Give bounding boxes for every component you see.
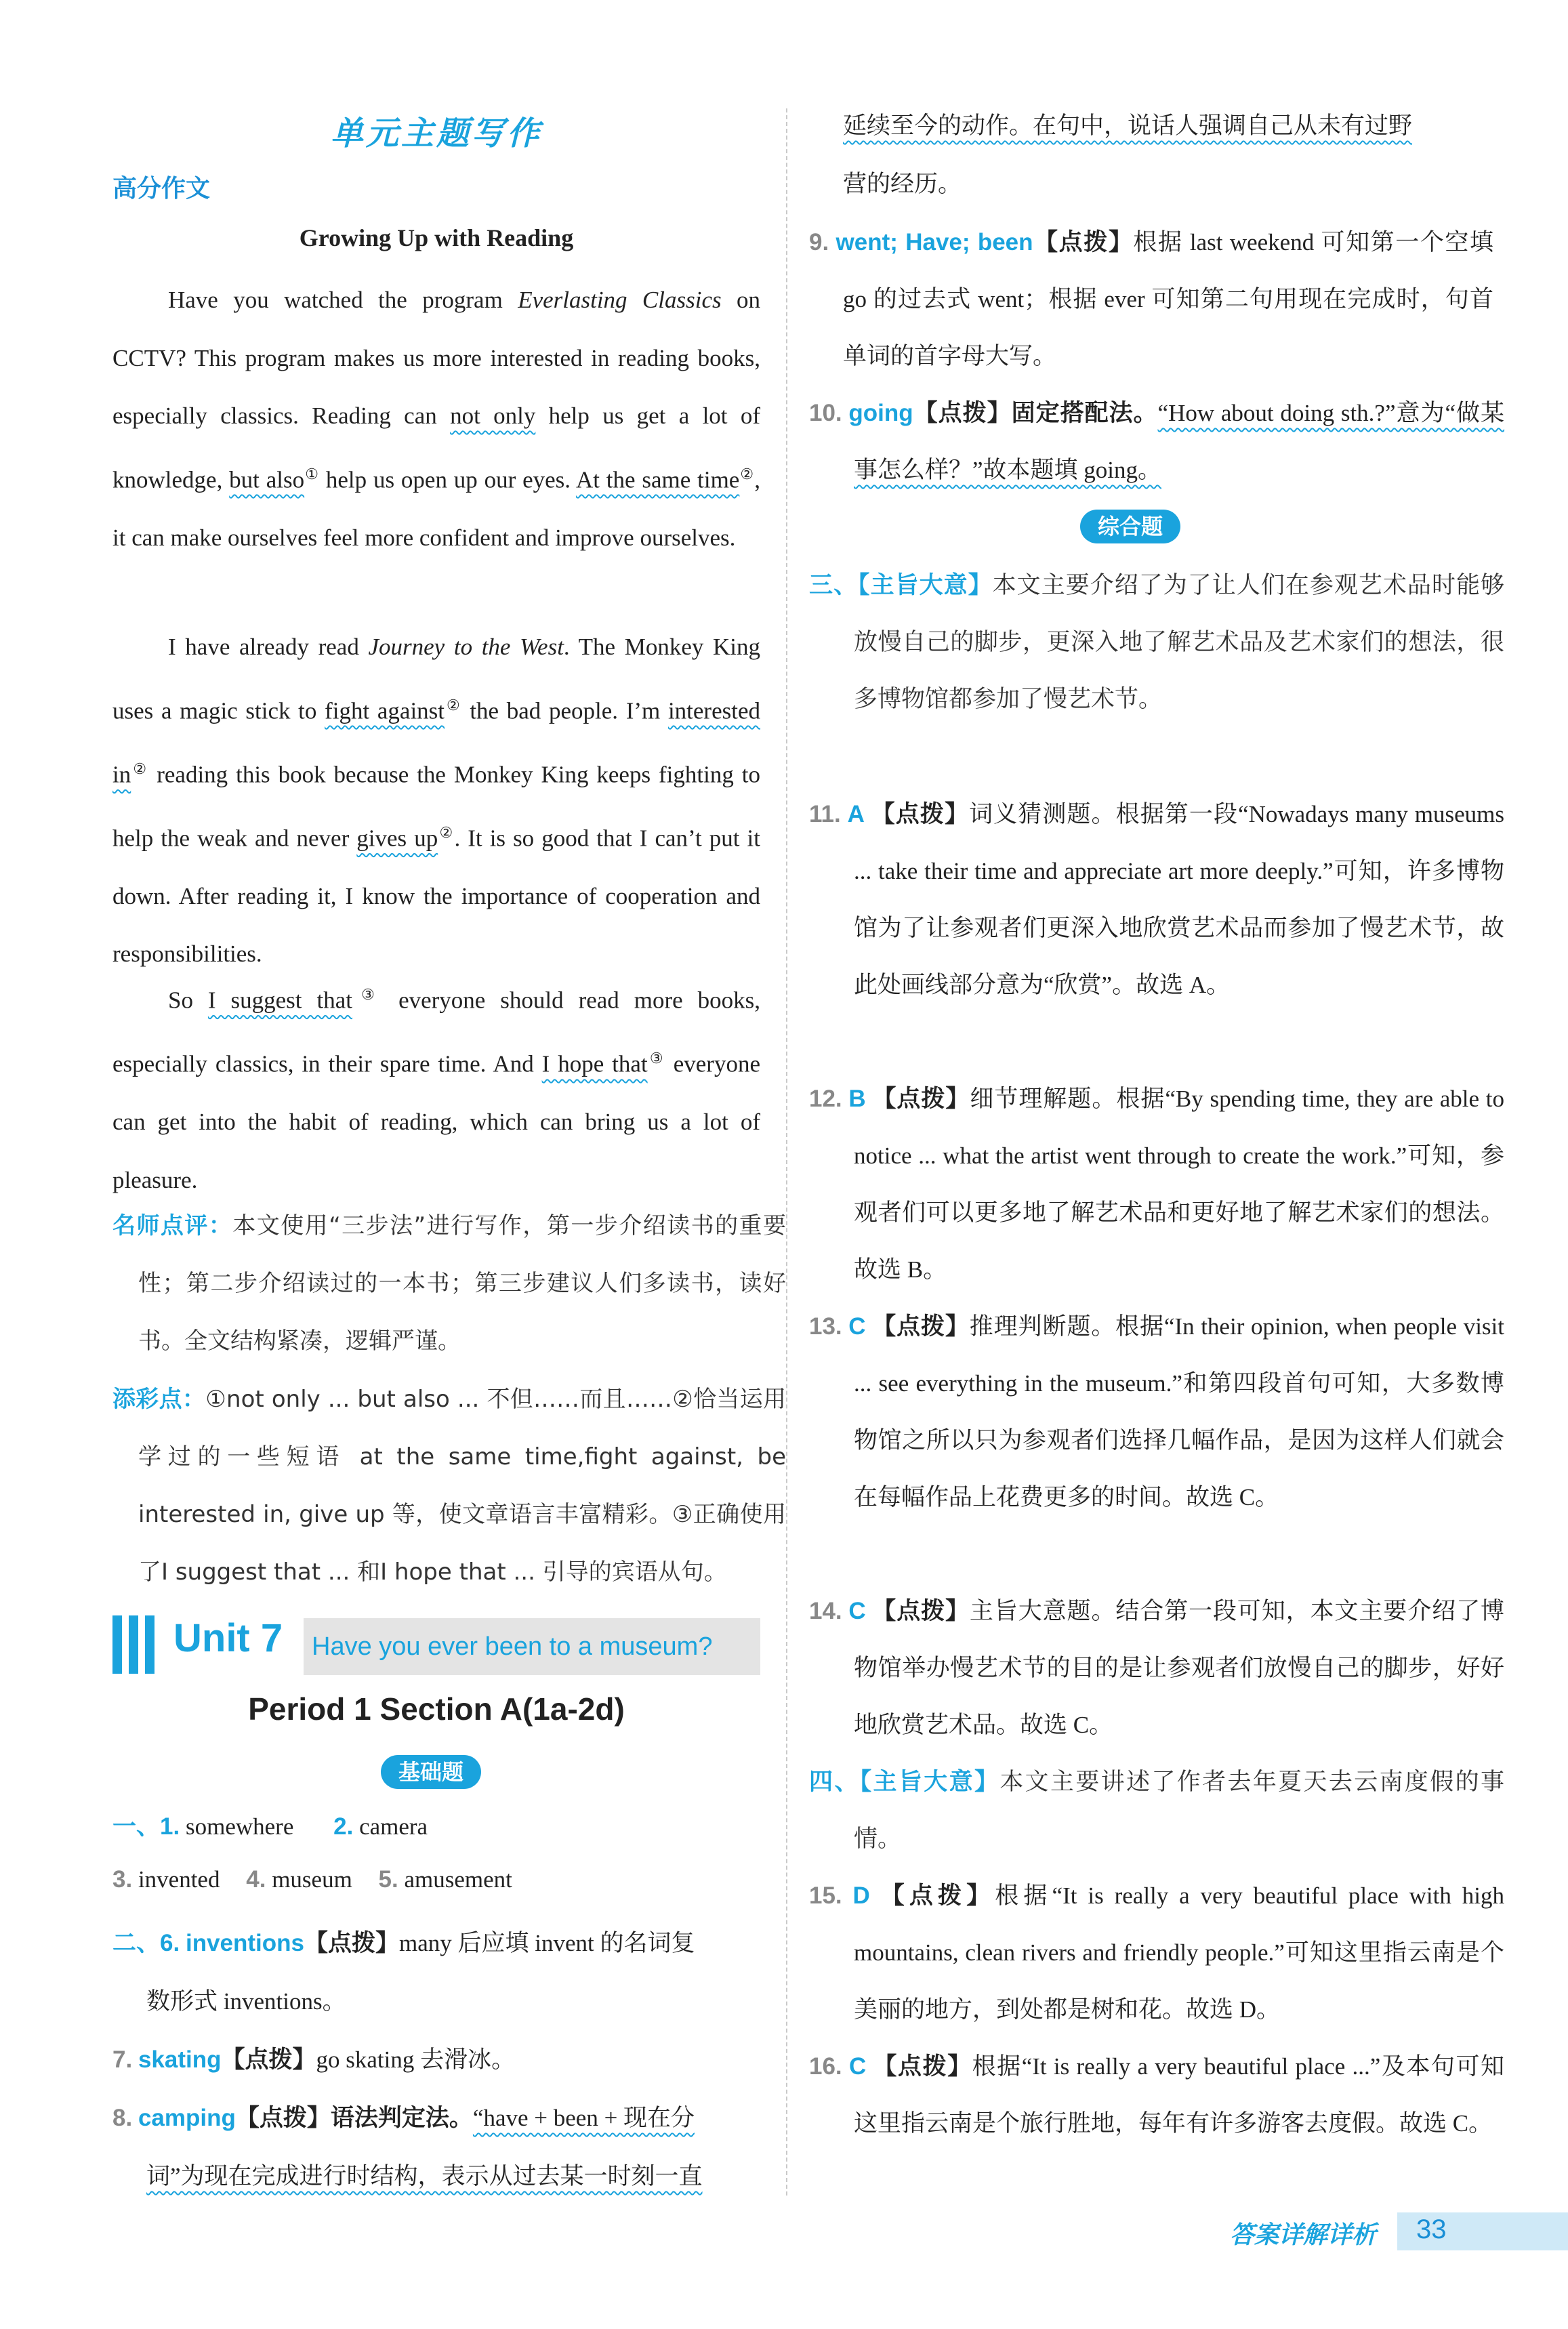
group-number: 三、 [809,572,859,598]
summary-tag: 【主旨大意】 [859,1769,1000,1796]
answer: camping [138,2105,236,2131]
answer-row-8 [112,2099,695,2133]
q-number: 8. [112,2105,133,2131]
page-number: 33 [1416,2214,1447,2244]
basic-questions-pill: 基础题 [381,1755,481,1789]
summary-text: 本文主要介绍了为了让人们在参观艺术品时能够放慢自己的脚步，更深入地了解艺术品及艺术家们的想法，很多博物馆都参加了慢艺术节。 [854,572,1504,713]
explanation: 营的经历。 [843,171,962,197]
tip-label: 【点拨】 [235,2105,331,2132]
period-title: Period 1 Section A(1a-2d) [248,1691,625,1727]
column-divider [786,108,787,2196]
text: Have you watched the program [168,287,518,313]
group-4-summary [809,1754,1504,1868]
marker: ② [131,760,149,777]
answer-row-6 [112,1924,695,1958]
q-number: 14. [809,1598,842,1624]
group-number: 二、 [112,1930,161,1957]
q-number: 6. [160,1930,180,1956]
unit-stripes-icon [112,1615,161,1674]
q-number: 7. [112,2046,133,2073]
tip-label: 【点拨】 [872,1086,970,1113]
q-number: 4. [246,1866,266,1893]
answer: skating [138,2046,222,2073]
tip-method: 固定搭配法。 [1011,400,1158,427]
tip-label: 【点拨】 [872,1598,970,1625]
explanation: 根据 last weekend 可知第一个空填 go 的过去式 went；根据 ever 可知第二句用现在完成时，句首单词的首字母大写。 [843,229,1493,369]
text: . The Monkey King uses a magic stick to [112,634,761,724]
answer-12 [809,1071,1504,1298]
explanation: “have + been + 现在分 [472,2105,695,2131]
unit-subtitle: Have you ever been to a museum? [304,1618,760,1675]
phrase-underline: fight against [325,697,445,724]
answer: B [848,1086,866,1112]
answer-text: somewhere [185,1813,294,1840]
continued-line-2 [843,165,962,199]
answer-text: museum [272,1866,352,1893]
q-number: 16. [809,2053,842,2080]
answer-9 [809,214,1493,385]
highlight-text: ①not only ... but also ... 不但……而且……②恰当运用学过的一些短语 at the same time,fight against, be interested in, give up 等，使文章语言丰富精彩。③正确使用了I suggest that ... 和I hope that ... 引导的宾语从句。 [138,1386,787,1586]
tip-label: 【点拨】 [913,400,1012,427]
answer-14 [809,1583,1504,1754]
answer-row-7 [112,2041,515,2075]
subhead: 高分作文 [112,175,211,203]
essay-title: Growing Up with Reading [299,224,574,251]
explanation: 根据“It is really a very beautiful place with high mountains, clean rivers and friendly people.”可知这里指云南是个美丽的地方，到处都是树和花。故选 D。 [854,1882,1504,2023]
group-number: 一、 [112,1813,161,1840]
text: on CCTV? This program makes us more interested in reading books, especially classics. Reading can [112,287,761,429]
comment-tag: 名师点评： [112,1212,233,1239]
explanation: 词义猜测题。根据第一段“Nowadays many museums ... take their time and appreciate art more deeply.”可知，许多博物馆为了让参观者们更深入地欣赏艺术品而参加了慢艺术节，故此处画线部分意为“欣赏”。故选 A。 [854,801,1504,998]
answer-10 [809,385,1504,499]
group-3-summary [809,557,1504,728]
essay-paragraph-3 [112,966,760,1209]
q-number: 13. [809,1313,842,1340]
essay-paragraph-1 [112,271,760,566]
answer: D [852,1882,870,1909]
comment-text: 本文使用“三步法”进行写作，第一步介绍读书的重要性；第二步介绍读过的一本书；第三步建议人们多读书，读好书。全文结构紧凑，逻辑严谨。 [138,1212,786,1355]
marker: ③ [352,986,384,1003]
book-title: Journey to the West [368,634,564,660]
text: I have already read [168,634,369,660]
explanation: 词”为现在完成进行时结构，表示从过去某一时刻一直 [146,2163,703,2189]
answer: going [848,400,913,426]
answer-row-1 [112,1808,428,1842]
answer-text: invented [138,1866,220,1893]
highlight-tag: 添彩点： [112,1386,206,1413]
tip-label: 【点拨】 [871,801,970,828]
tip-label: 【点拨】 [880,1882,995,1910]
q-number: 12. [809,1086,842,1112]
explanation: 延续至今的动作。在句中，说话人强调自己从未有过野 [843,112,1413,139]
tip-label: 【点拨】 [1033,229,1134,256]
q-number: 5. [378,1866,398,1893]
text: reading this book because the Monkey King keeps fighting to help the weak and never [112,761,760,852]
answer-text: amusement [404,1866,512,1893]
answer: inventions [185,1930,304,1956]
tip-label: 【点拨】 [304,1930,400,1957]
tip-method: 语法判定法。 [330,2105,473,2132]
marker: ② [445,696,462,714]
explanation: 细节理解题。根据“By spending time, they are able to notice ... what the artist went through to create the work.”可知，参观者们可以更多地了解艺术品和更好地了解艺术家们的想法。故选 B。 [854,1086,1505,1283]
text: , it can make ourselves feel more confident and improve ourselves. [112,466,760,551]
answer-row-8-cont [146,2158,703,2191]
text: help us get a lot of knowledge, [112,403,760,493]
continued-line-1 [843,107,1412,141]
q-number: 15. [809,1882,842,1909]
answer-11 [809,786,1504,1014]
text: the bad people. I’m [461,697,668,724]
answer: went; Have; been [835,229,1033,255]
explanation: 数形式 inventions。 [146,1988,346,2015]
q-number: 10. [809,400,842,426]
footer-label: 答案详解详析 [1230,2221,1377,2249]
phrase-underline: I hope that [541,1050,648,1077]
unit-header [112,1613,760,1674]
explanation: many 后应填 invent 的名词复 [399,1930,695,1956]
marker: ① [304,465,320,482]
phrase-underline: interested in [112,697,761,788]
section-title: 单元主题写作 [330,115,542,152]
group-number: 四、 [809,1769,860,1795]
summary-text: 本文主要讲述了作者去年夏天去云南度假的事情。 [854,1769,1504,1853]
explanation: 主旨大意题。结合第一段可知，本文主要介绍了博物馆举办慢艺术节的目的是让参观者们放慢自己的脚步，好好地欣赏艺术品。故选 C。 [854,1598,1505,1738]
answer-text: camera [359,1813,428,1840]
answer: C [848,2053,867,2080]
phrase-underline: not only [450,403,536,429]
explanation: go skating 去滑冰。 [316,2046,516,2073]
answer-13 [809,1298,1504,1526]
marker: ③ [647,1050,665,1067]
q-number: 2. [333,1813,354,1840]
teacher-comment [112,1197,786,1370]
text: everyone can get into the habit of reading, which can bring us a lot of pleasure. [112,1050,760,1193]
text: . It is so good that I can’t put it down. After reading it, I know the importance of cooperation and responsibilities. [112,825,760,968]
explanation: 根据“It is really a very beautiful place ...”及本句可知这里指云南是个旅行胜地，每年有许多游客去度假。故选 C。 [854,2053,1504,2137]
tip-label: 【点拨】 [872,1313,970,1340]
answer-15 [809,1868,1504,2038]
text: So [168,987,208,1014]
answer: C [848,1598,866,1624]
highlight-notes [112,1371,786,1601]
marker: ② [739,465,755,482]
comprehensive-pill: 综合题 [1080,510,1180,543]
marker: ② [438,823,455,841]
essay-paragraph-2 [112,618,760,983]
explanation: 推理判断题。根据“In their opinion, when people visit ... see everything in the museum.”和第四段首句可知，大多数博物馆之所以只为参观者们选择几幅作品，是因为这样人们就会在每幅作品上花费更多的时间。故选 C。 [854,1313,1504,1510]
answer: A [847,801,865,827]
tip-label: 【点拨】 [221,2046,316,2074]
answer-16 [809,2038,1504,2152]
summary-tag: 【主旨大意】 [858,572,993,599]
text: everyone should read more books, especially classics, in their spare time. And [112,987,760,1077]
q-number: 11. [809,801,841,827]
q-number: 1. [160,1813,180,1840]
phrase-underline: I suggest that [207,987,352,1014]
tip-label: 【点拨】 [873,2053,972,2080]
explanation: “How about doing sth.?”意为“做某事怎么样？”故本题填 going。 [854,400,1504,483]
q-number: 9. [809,229,829,255]
text: help us open up our eyes. [319,466,576,493]
program-title: Everlasting Classics [518,287,722,313]
answer: C [848,1313,866,1340]
phrase-underline: gives up [356,825,438,852]
unit-label: Unit 7 [173,1616,283,1660]
phrase-underline: but also [229,466,305,493]
phrase-underline: At the same time [575,466,740,493]
q-number: 3. [112,1866,133,1893]
answer-row-6-cont [146,1983,346,2017]
answer-row-2 [112,1866,512,1893]
